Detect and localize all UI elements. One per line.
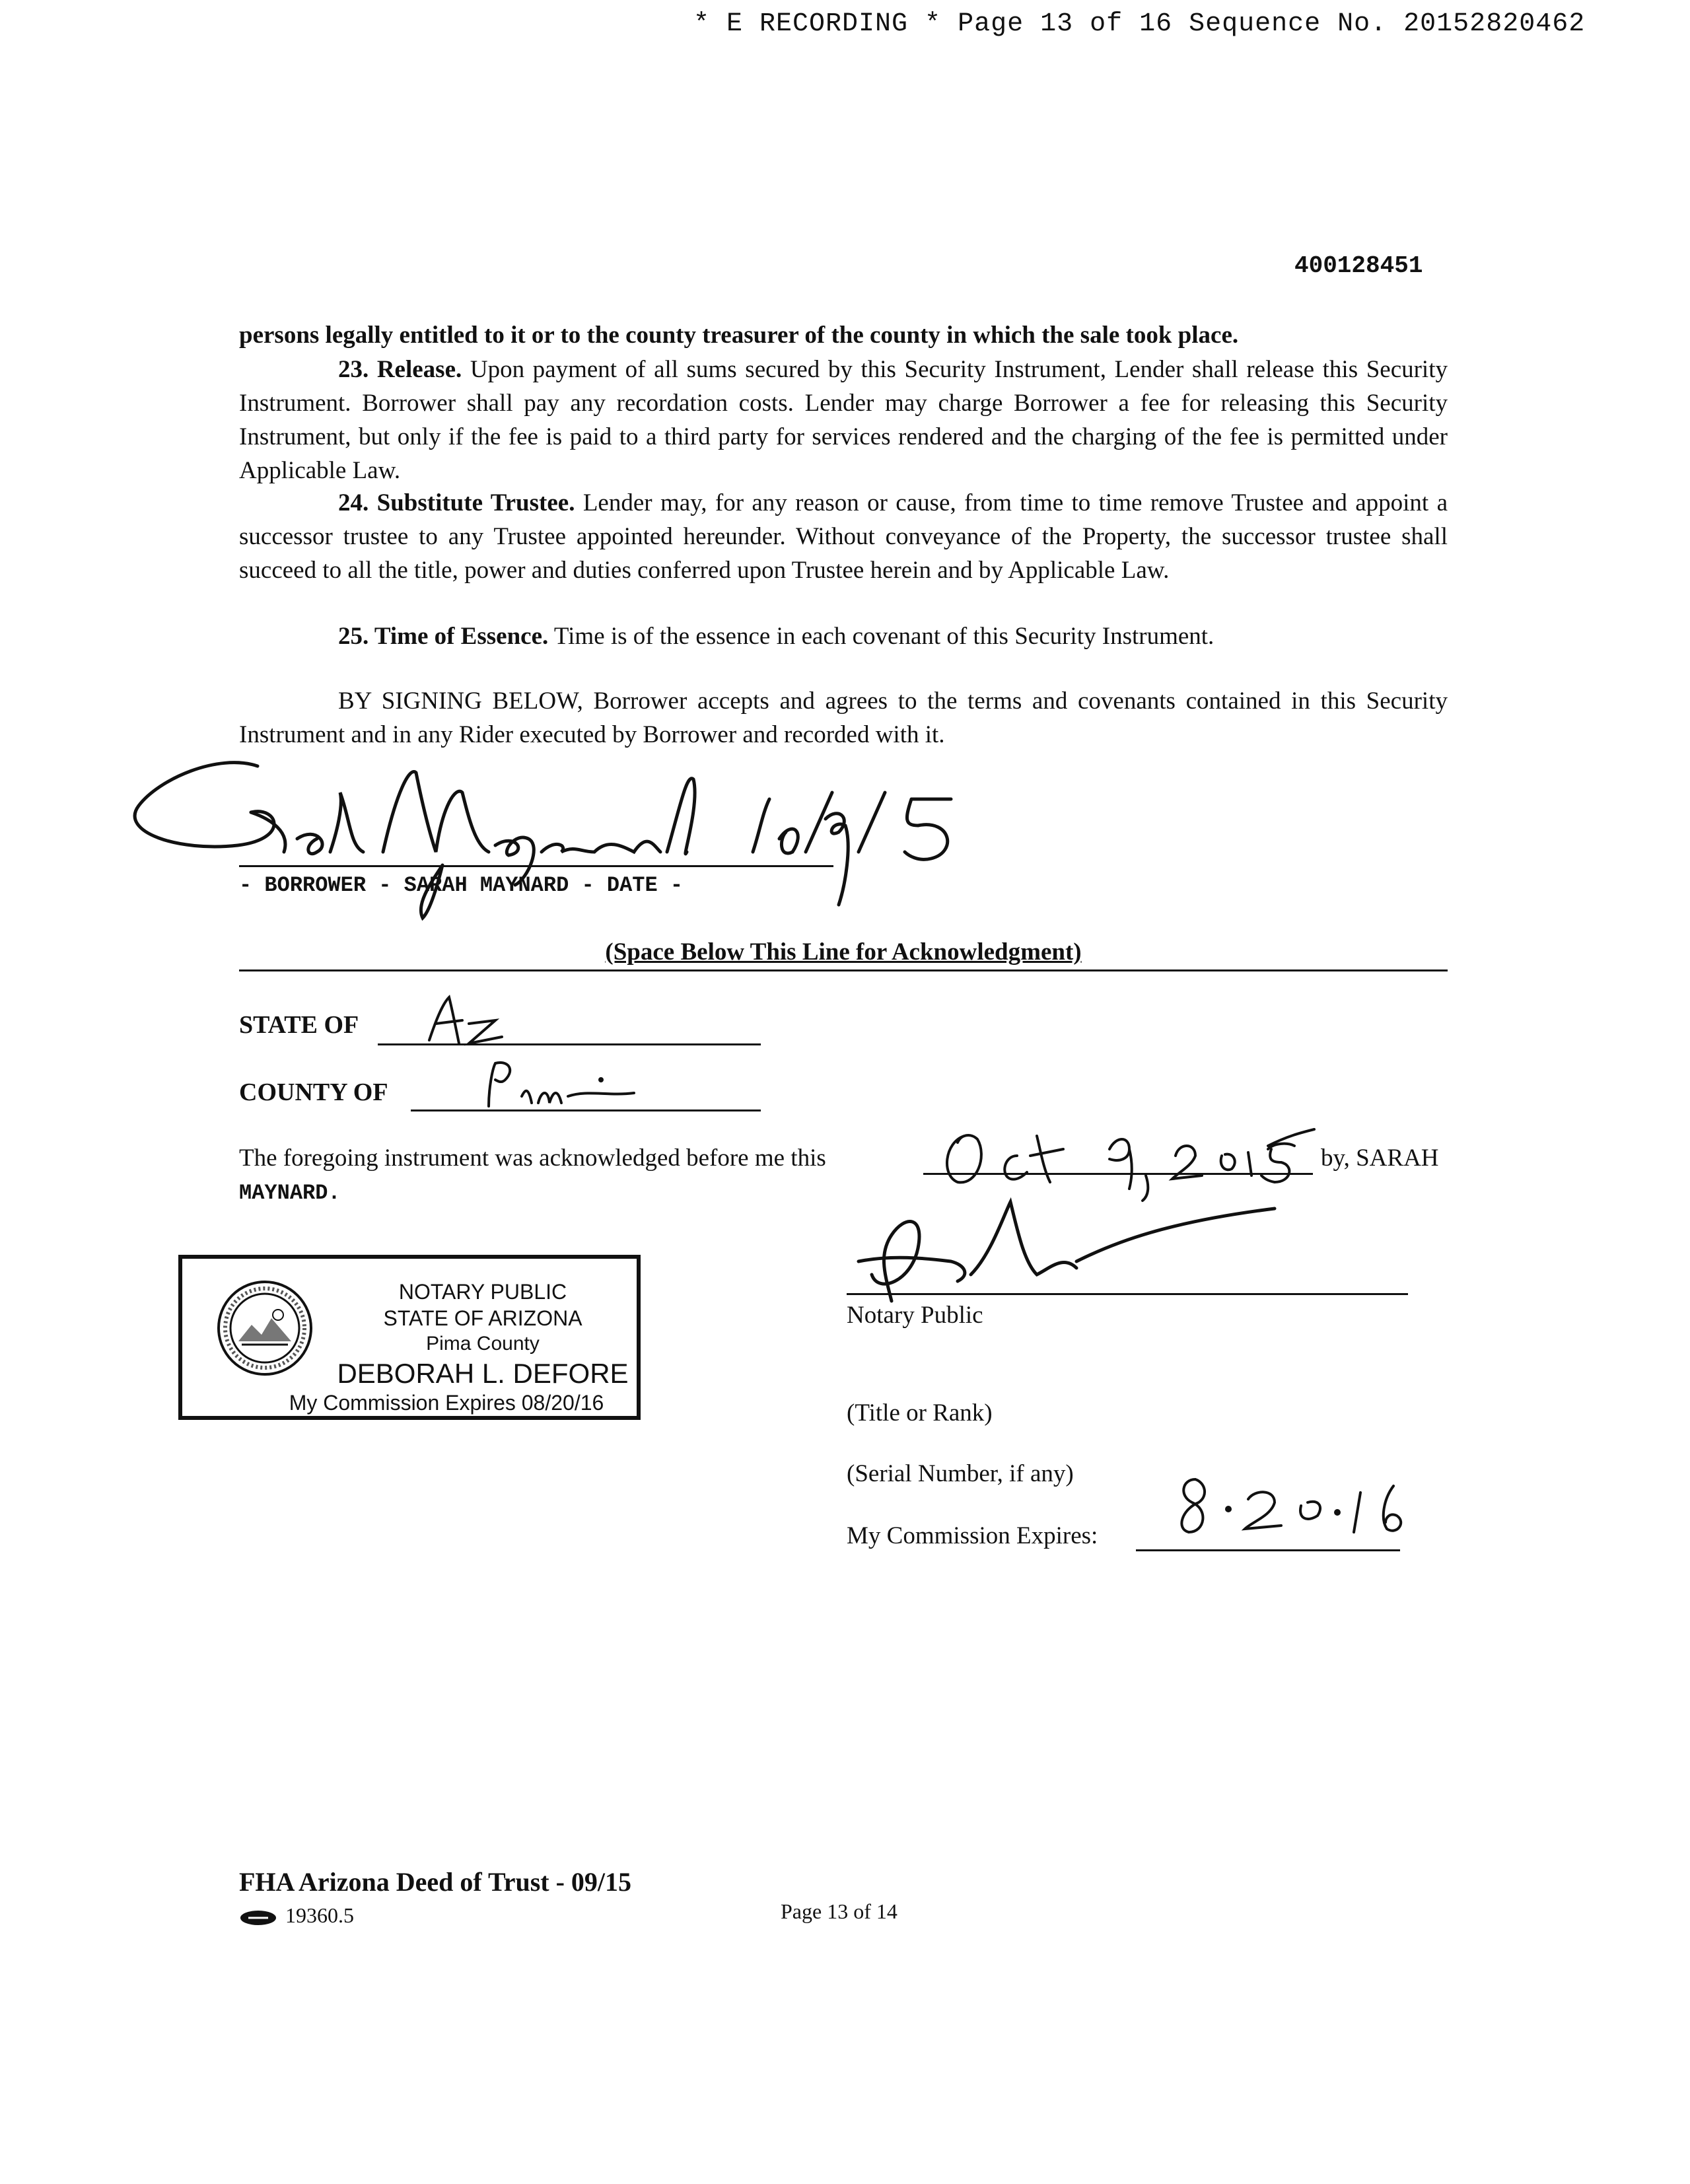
section-25-heading: 25. Time of Essence. xyxy=(338,623,549,650)
section-25-text: Time is of the essence in each covenant of this Security Instrument. xyxy=(548,623,1215,650)
section-23-release xyxy=(239,353,1448,487)
borrower-signature xyxy=(119,753,977,951)
borrower-signature-label: - BORROWER - SARAH MAYNARD - DATE - xyxy=(239,873,684,898)
acknowledgment-divider xyxy=(239,969,1448,971)
recording-header: * E RECORDING * Page 13 of 16 Sequence No. 20152820462 xyxy=(693,9,1586,39)
form-code-text: 19360.5 xyxy=(285,1903,354,1927)
notary-signature xyxy=(839,1176,1301,1308)
notary-signature-line xyxy=(847,1293,1408,1295)
paragraph-continuation: persons legally entitled to it or to the county treasurer of the county in which the sale took place. xyxy=(239,322,1239,349)
stamp-county: Pima County xyxy=(426,1333,540,1355)
stamp-commission: My Commission Expires 08/20/16 xyxy=(289,1391,604,1415)
stamp-notary-name: DEBORAH L. DEFORE xyxy=(337,1358,629,1389)
section-24-heading: 24. Substitute Trustee. xyxy=(338,489,575,516)
section-24-substitute-trustee xyxy=(239,486,1448,587)
stamp-notary-public: NOTARY PUBLIC xyxy=(398,1280,567,1304)
county-handwritten xyxy=(475,1057,660,1116)
arizona-seal-icon xyxy=(215,1279,314,1378)
title-rank-label: (Title or Rank) xyxy=(847,1399,993,1427)
loan-number: 400128451 xyxy=(1294,252,1423,279)
form-code xyxy=(239,1903,354,1928)
signing-statement: BY SIGNING BELOW, Borrower accepts and agrees to the terms and covenants contained in this Security Instrument and in any Rider executed by Borrower and recorded with it. xyxy=(239,687,1448,748)
acknowledgment-heading: (Space Below This Line for Acknowledgment) xyxy=(605,938,1082,966)
acknowledgment-text: The foregoing instrument was acknowledged before me this xyxy=(239,1145,826,1172)
notary-public-label: Notary Public xyxy=(847,1302,983,1329)
section-24-text: Lender may, for any reason or cause, from time to time remove Trustee and appoint a successor trustee to any Trustee appointed hereunder. Without conveyance of the Property, the successor trustee shall succeed to all the title, power and duties conferred upon Trustee herein and by Applicable Law. xyxy=(239,489,1448,584)
section-23-heading: 23. Release. xyxy=(338,356,462,383)
form-name: FHA Arizona Deed of Trust - 09/15 xyxy=(239,1867,632,1897)
state-label: STATE OF xyxy=(239,1011,359,1039)
page-number: Page 13 of 14 xyxy=(781,1899,898,1923)
serial-number-label: (Serial Number, if any) xyxy=(847,1460,1074,1487)
acknowledgment-name-continued: MAYNARD. xyxy=(239,1181,341,1205)
commission-expires-label: My Commission Expires: xyxy=(847,1522,1098,1549)
ack-by-text: by, SARAH xyxy=(1321,1145,1439,1172)
vendor-logo-icon xyxy=(239,1909,277,1926)
borrower-signature-line xyxy=(239,865,833,867)
county-label: COUNTY OF xyxy=(239,1078,388,1106)
state-handwritten xyxy=(423,994,528,1047)
section-23-text: Upon payment of all sums secured by this Security Instrument, Lender shall release this Security Instrument. Borrower shall pay any recordation costs. Lender may charge Borrower a fee for releasing this Security Instrument, but only if the fee is paid to a third party for services rendered and the charging of the fee is permitted under Applicable Law. xyxy=(239,356,1448,484)
notary-stamp xyxy=(178,1255,641,1420)
acknowledgment-by xyxy=(1321,1144,1439,1172)
commission-expires-handwritten xyxy=(1162,1466,1440,1552)
stamp-state: STATE OF ARIZONA xyxy=(383,1306,582,1330)
section-25-time-of-essence xyxy=(239,619,1448,653)
